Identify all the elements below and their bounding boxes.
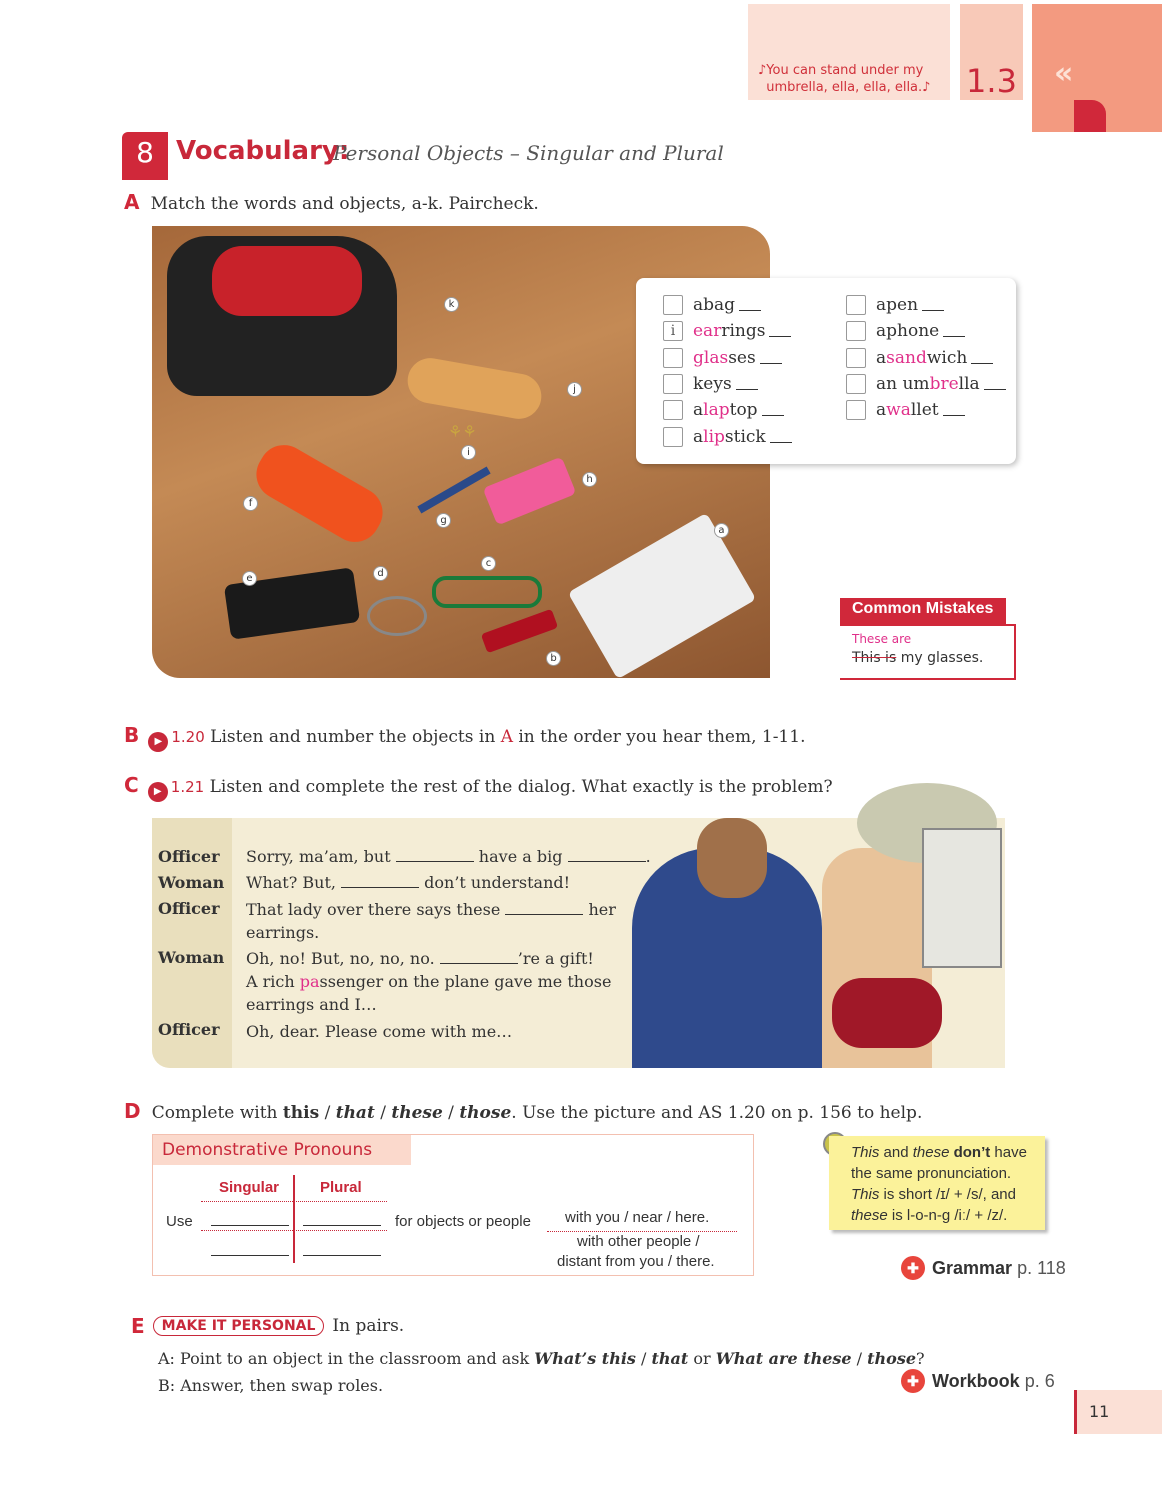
word-item: glas ses bbox=[663, 345, 792, 371]
exercise-letter: B bbox=[124, 723, 140, 747]
tab-curl bbox=[1074, 100, 1106, 132]
grammar-reference[interactable]: ✚ Grammar p. 118 bbox=[901, 1256, 1066, 1280]
word-list bbox=[636, 278, 1016, 464]
exercise-e bbox=[131, 1314, 404, 1338]
phone-image bbox=[483, 457, 577, 526]
song-banner bbox=[748, 4, 950, 100]
answer-checkbox[interactable] bbox=[663, 427, 683, 447]
speaker: Officer bbox=[158, 1020, 220, 1039]
photo-label: c bbox=[481, 556, 496, 571]
word-item: a lap top bbox=[663, 397, 792, 423]
sentence-rest: my glasses. bbox=[896, 650, 984, 666]
common-mistakes bbox=[840, 598, 1016, 682]
earrings-image: ⚘⚘ bbox=[448, 422, 477, 441]
answer-blank[interactable] bbox=[762, 404, 784, 416]
dialog-box bbox=[152, 818, 1005, 1068]
photo-label: h bbox=[582, 472, 597, 487]
answer-blank[interactable] bbox=[971, 352, 993, 364]
instruction: In pairs. bbox=[332, 1316, 405, 1336]
correction: These are bbox=[852, 632, 912, 646]
dialog-line: Oh, no! But, no, no, no. ’re a gift! A rich passenger on the plane gave me those earrings and I… bbox=[246, 949, 612, 1014]
answer-blank[interactable] bbox=[943, 404, 965, 416]
answer-blank[interactable] bbox=[943, 325, 965, 337]
ref-a: A bbox=[500, 727, 513, 747]
singular-header: Singular bbox=[219, 1179, 280, 1196]
section-subtitle: Personal Objects – Singular and Plural bbox=[333, 141, 724, 165]
photo-label: g bbox=[436, 513, 451, 528]
word-item: an um bre lla bbox=[846, 371, 1006, 397]
track-number: 1.21 bbox=[170, 778, 205, 796]
answer-checkbox[interactable] bbox=[663, 295, 683, 315]
answer-blank[interactable] bbox=[770, 431, 792, 443]
sandwich-image bbox=[404, 355, 545, 423]
photo-label: a bbox=[714, 523, 729, 538]
pen-image bbox=[417, 467, 490, 514]
unit-number: 1.3 bbox=[960, 4, 1023, 100]
exercise-b bbox=[124, 723, 805, 752]
instruction-a: A: Point to an object in the classroom and ask What’s this / that or What are these / those? bbox=[158, 1349, 925, 1368]
plural-near-blank[interactable] bbox=[303, 1225, 381, 1226]
answer-checkbox[interactable] bbox=[663, 374, 683, 394]
exercise-letter: C bbox=[124, 773, 139, 797]
photo-label: d bbox=[373, 566, 388, 581]
dialog-line: That lady over there says these her earrings. bbox=[246, 900, 616, 942]
grammar-icon: ✚ bbox=[901, 1256, 925, 1280]
plural-header: Plural bbox=[320, 1179, 362, 1196]
laptop-image bbox=[568, 513, 757, 678]
glasses-image bbox=[432, 576, 542, 608]
door-illustration bbox=[922, 828, 1002, 968]
umbrella-image bbox=[247, 436, 391, 551]
answer-checkbox[interactable] bbox=[846, 295, 866, 315]
photo-label: k bbox=[444, 297, 459, 312]
far-label: with other people / bbox=[577, 1233, 700, 1250]
use-label: Use bbox=[166, 1213, 193, 1230]
chevrons-icon: « bbox=[1054, 56, 1068, 91]
workbook-reference[interactable]: ✚ Workbook p. 6 bbox=[901, 1369, 1055, 1393]
make-it-personal-badge: MAKE IT PERSONAL bbox=[153, 1316, 325, 1336]
answer-checkbox[interactable] bbox=[846, 321, 866, 341]
box-title: Demonstrative Pronouns bbox=[153, 1135, 411, 1165]
dialog-line: What? But, don’t understand! bbox=[246, 873, 571, 892]
exercise-a bbox=[124, 190, 539, 214]
photo-label: f bbox=[243, 496, 258, 511]
answer-blank[interactable] bbox=[769, 325, 791, 337]
speaker: Woman bbox=[158, 873, 225, 892]
photo-label: e bbox=[242, 571, 257, 586]
song-lyric: ♪You can stand under my umbrella, ella, ella, ella.♪ bbox=[758, 63, 931, 95]
instruction: in the order you hear them, 1-11. bbox=[512, 727, 806, 747]
singular-near-blank[interactable] bbox=[211, 1225, 289, 1226]
exercise-e-body bbox=[158, 1345, 925, 1399]
near-label: with you / near / here. bbox=[565, 1209, 710, 1226]
section-title: Vocabulary: bbox=[176, 136, 350, 166]
exercise-letter: D bbox=[124, 1099, 141, 1123]
unit-tab bbox=[1032, 4, 1162, 132]
word-item: a wa llet bbox=[846, 397, 1006, 423]
answer-blank[interactable] bbox=[760, 352, 782, 364]
exercise-d: D Complete with this / that / these / those. Use the picture and AS 1.20 on p. 156 to help. bbox=[124, 1099, 923, 1123]
instruction: Match the words and objects, a-k. Paircheck. bbox=[150, 194, 539, 214]
common-mistakes-title: Common Mistakes bbox=[840, 598, 1006, 624]
singular-far-blank[interactable] bbox=[211, 1255, 289, 1256]
far-label: distant from you / there. bbox=[557, 1253, 715, 1270]
pronunciation-tip: This and these don’t have the same pronunciation. This is short /ɪ/ + /s/, and these is l-o-n-g /iː/ + /z/. bbox=[829, 1136, 1045, 1230]
speaker: Woman bbox=[158, 948, 225, 967]
answer-blank[interactable] bbox=[736, 378, 758, 390]
workbook-icon: ✚ bbox=[901, 1369, 925, 1393]
answer-blank[interactable] bbox=[922, 299, 944, 311]
handbag-illustration bbox=[832, 978, 942, 1048]
answer-checkbox[interactable] bbox=[846, 400, 866, 420]
answer-checkbox[interactable] bbox=[663, 400, 683, 420]
word-item: a phone bbox=[846, 318, 1006, 344]
exercise-letter: A bbox=[124, 190, 140, 214]
for-label: for objects or people bbox=[395, 1213, 531, 1230]
word-item: a lip stick bbox=[663, 423, 792, 449]
answer-checkbox[interactable] bbox=[846, 348, 866, 368]
instruction: Listen and number the objects in bbox=[204, 727, 501, 747]
word-item: i ear rings bbox=[663, 318, 792, 344]
answer-blank[interactable] bbox=[739, 299, 761, 311]
answer-checkbox[interactable] bbox=[663, 348, 683, 368]
plural-far-blank[interactable] bbox=[303, 1255, 381, 1256]
bag-red-panel bbox=[212, 246, 362, 316]
speaker: Officer bbox=[158, 847, 220, 866]
dialog-line: Oh, dear. Please come with me… bbox=[246, 1022, 513, 1041]
page-number: 11 bbox=[1074, 1390, 1162, 1434]
answer-blank[interactable] bbox=[984, 378, 1006, 390]
instruction: Listen and complete the rest of the dialog. What exactly is the problem? bbox=[204, 777, 833, 797]
photo-label: i bbox=[461, 445, 476, 460]
exercise-letter: E bbox=[131, 1314, 145, 1338]
wrong-text: This is bbox=[852, 650, 897, 666]
photo-label: j bbox=[567, 382, 582, 397]
exercise-c bbox=[124, 773, 833, 802]
word-item: a bag bbox=[663, 292, 792, 318]
answer-checkbox[interactable] bbox=[846, 374, 866, 394]
section-number: 8 bbox=[122, 132, 168, 180]
photo-label: b bbox=[546, 651, 561, 666]
word-item: a pen bbox=[846, 292, 1006, 318]
lipstick-image bbox=[481, 609, 558, 653]
word-item: a sand wich bbox=[846, 345, 1006, 371]
word-item: keys bbox=[663, 371, 792, 397]
officer-face bbox=[697, 818, 767, 898]
audio-play-icon[interactable]: ▶ bbox=[148, 782, 168, 802]
audio-play-icon[interactable]: ▶ bbox=[148, 732, 168, 752]
instruction-b: B: Answer, then swap roles. bbox=[158, 1376, 384, 1395]
speaker: Officer bbox=[158, 899, 220, 918]
keys-image bbox=[367, 596, 427, 636]
track-number: 1.20 bbox=[171, 728, 205, 746]
dialog-line: Sorry, ma’am, but have a big . bbox=[246, 847, 651, 866]
answer-checkbox[interactable]: i bbox=[663, 321, 683, 341]
demonstrative-pronouns-box bbox=[152, 1134, 754, 1276]
